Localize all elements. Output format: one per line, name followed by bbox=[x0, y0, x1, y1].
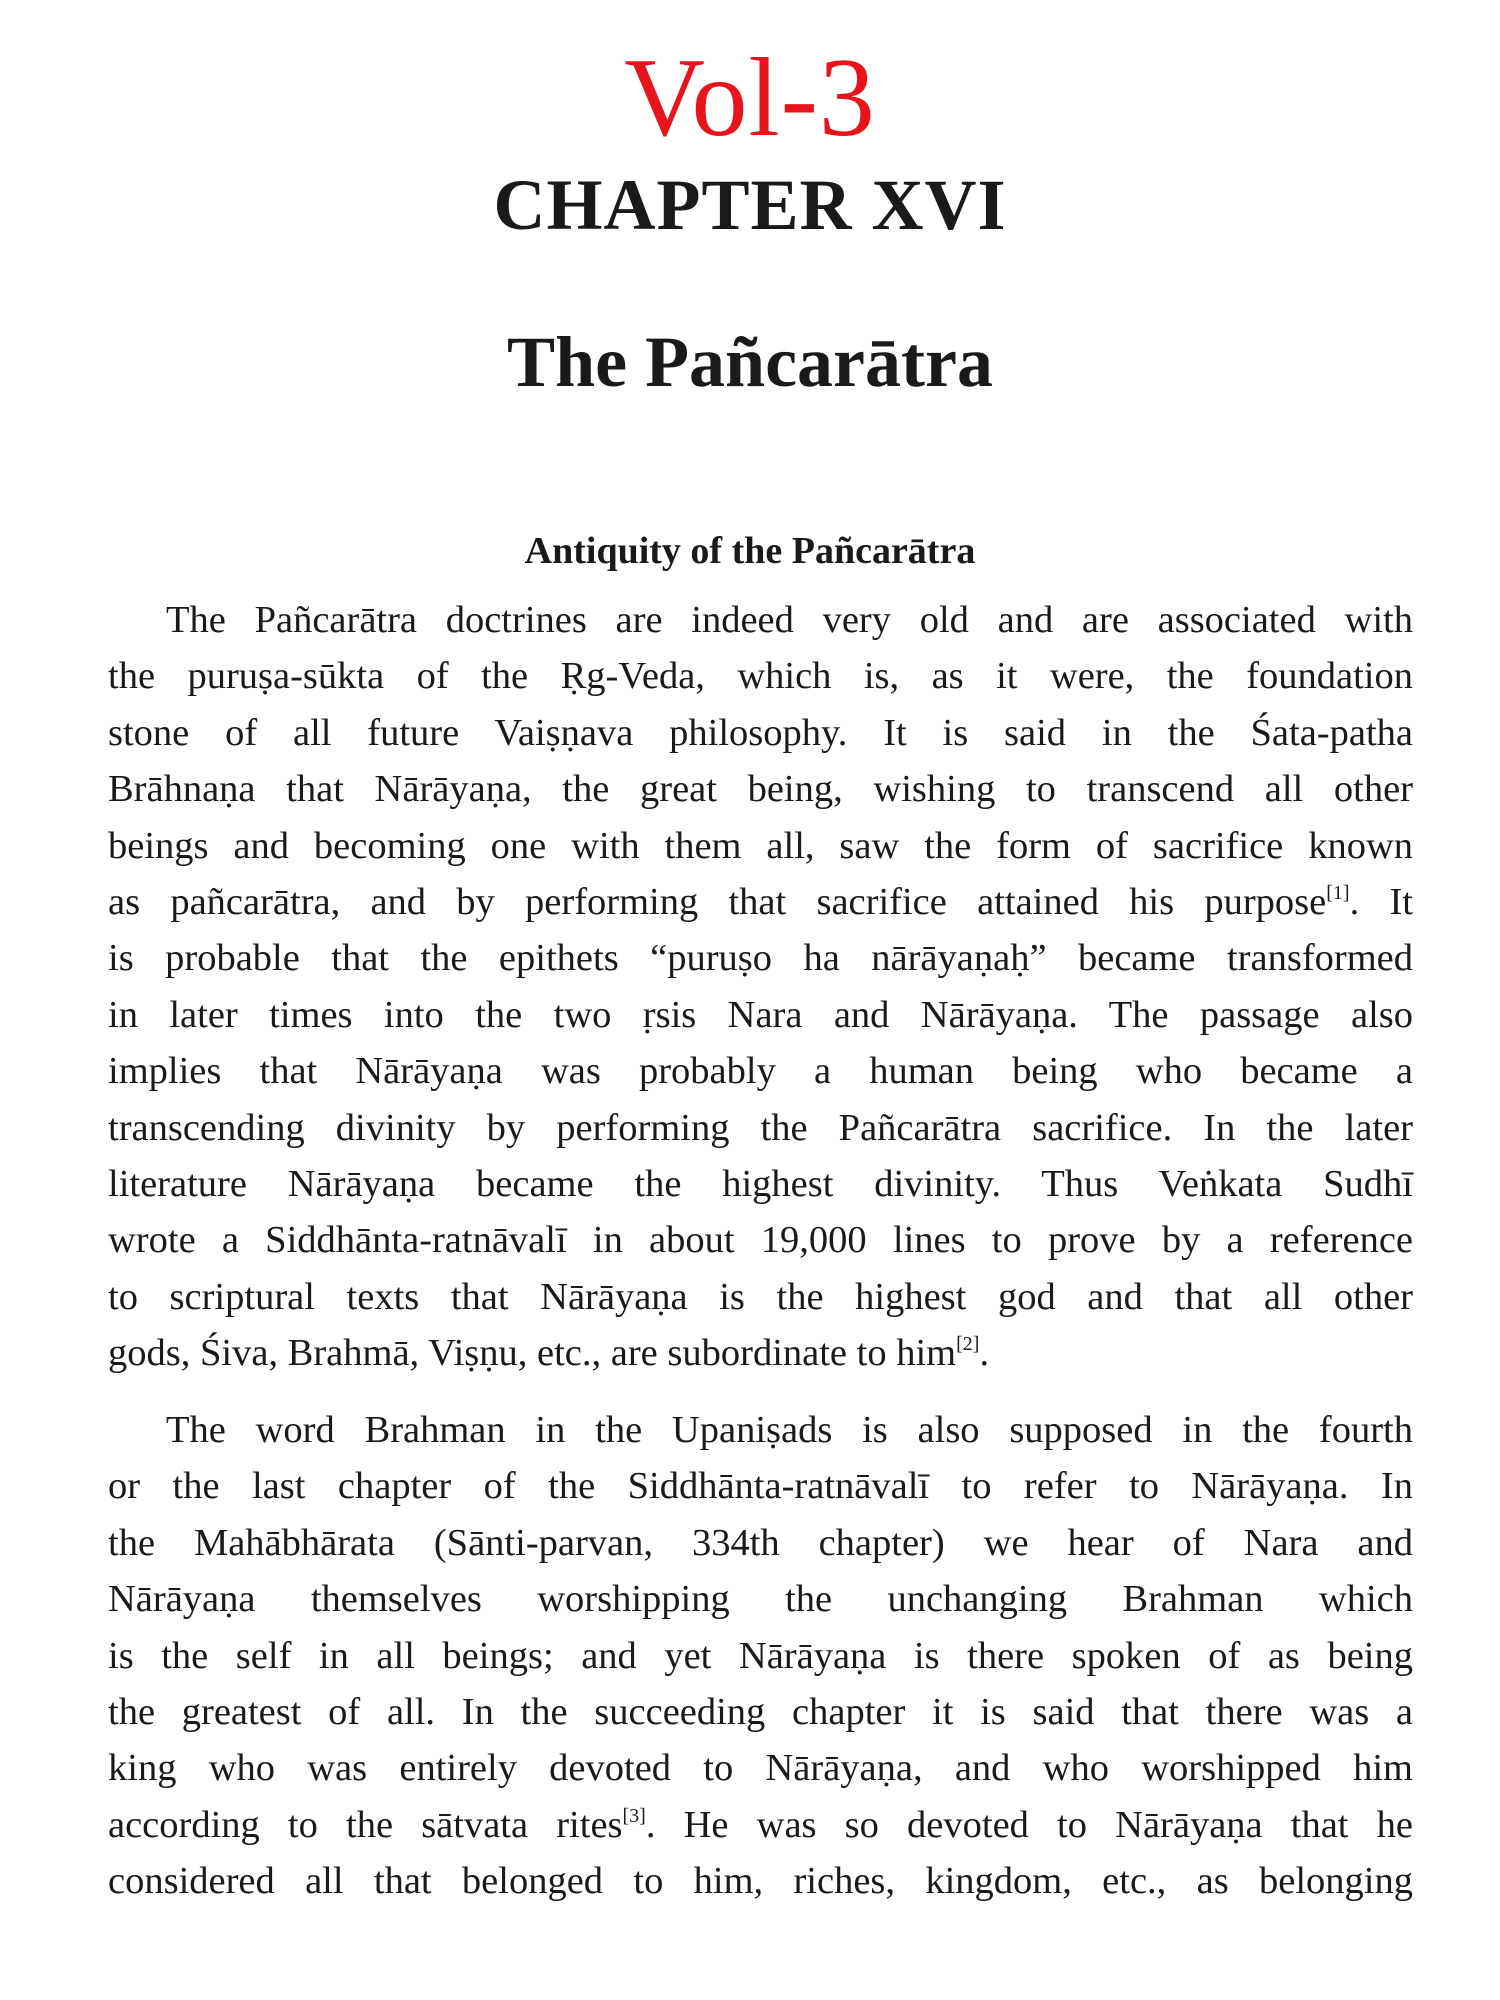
volume-label: Vol-3 bbox=[624, 36, 876, 160]
footnote-ref-3[interactable]: [3] bbox=[622, 1804, 646, 1827]
text-line: transcending divinity by performing the Pañcarātra sacrifice. In the later bbox=[108, 1106, 1413, 1149]
line-text-tail: . He was so devoted to Nārāyaṇa that he bbox=[645, 1803, 1413, 1846]
text-line: stone of all future Vaiṣṇava philosophy. It is said in the Śata-patha bbox=[108, 711, 1413, 754]
chapter-title: The Pañcarātra bbox=[507, 322, 993, 402]
text-line-with-footnote bbox=[108, 874, 1413, 930]
text-line: wrote a Siddhānta-ratnāvalī in about 19,000 lines to prove by a reference bbox=[108, 1219, 1413, 1262]
line-text: according to the sātvata rites bbox=[108, 1803, 623, 1846]
text-line: the Mahābhārata (Sānti-parvan, 334th chapter) we hear of Nara and bbox=[108, 1521, 1413, 1564]
text-line: implies that Nārāyaṇa was probably a human being who became a bbox=[108, 1050, 1413, 1093]
section-heading: Antiquity of the Pañcarātra bbox=[524, 530, 976, 572]
text-line: Brāhnaṇa that Nārāyaṇa, the great being, wishing to transcend all other bbox=[108, 768, 1413, 811]
text-line: is the self in all beings; and yet Nārāyaṇa is there spoken of as being bbox=[108, 1634, 1413, 1677]
text-line: The word Brahman in the Upaniṣads is also supposed in the fourth bbox=[166, 1409, 1413, 1451]
text-line: the greatest of all. In the succeeding chapter it is said that there was a bbox=[108, 1691, 1413, 1734]
text-line-with-footnote bbox=[108, 1325, 1413, 1381]
text-line: beings and becoming one with them all, saw the form of sacrifice known bbox=[108, 824, 1413, 867]
text-line: literature Nārāyaṇa became the highest divinity. Thus Veṅkata Sudhī bbox=[108, 1163, 1413, 1206]
text-line: is probable that the epithets “puruṣo ha nārāyaṇaḥ” became transformed bbox=[108, 937, 1413, 980]
text-line: the puruṣa-sūkta of the Ṛg-Veda, which is, as it were, the foundation bbox=[108, 655, 1413, 698]
text-line: in later times into the two ṛsis Nara and Nārāyaṇa. The passage also bbox=[108, 993, 1413, 1036]
line-text: gods, Śiva, Brahmā, Viṣṇu, etc., are subordinate to him bbox=[108, 1332, 957, 1375]
line-text-tail: . It bbox=[1349, 881, 1413, 924]
text-line-with-footnote bbox=[108, 1797, 1413, 1853]
text-line: king who was entirely devoted to Nārāyaṇa, and who worshipped him bbox=[108, 1747, 1413, 1790]
line-text-tail: . bbox=[979, 1332, 990, 1375]
chapter-heading: CHAPTER XVI bbox=[493, 165, 1007, 245]
footnote-ref-2[interactable]: [2] bbox=[956, 1333, 980, 1356]
text-line: to scriptural texts that Nārāyaṇa is the highest god and that all other bbox=[108, 1275, 1413, 1318]
text-line: or the last chapter of the Siddhānta-ratnāvalī to refer to Nārāyaṇa. In bbox=[108, 1465, 1413, 1508]
text-line: Nārāyaṇa themselves worshipping the unchanging Brahman which bbox=[108, 1578, 1413, 1621]
paragraph-1 bbox=[108, 592, 1413, 1382]
footnote-ref-1[interactable]: [1] bbox=[1326, 882, 1350, 905]
paragraph-2 bbox=[108, 1402, 1413, 1910]
line-text: as pañcarātra, and by performing that sacrifice attained his purpose bbox=[108, 881, 1327, 924]
text-line: considered all that belonged to him, riches, kingdom, etc., as belonging bbox=[108, 1860, 1413, 1903]
text-line: The Pañcarātra doctrines are indeed very old and are associated with bbox=[166, 599, 1413, 641]
